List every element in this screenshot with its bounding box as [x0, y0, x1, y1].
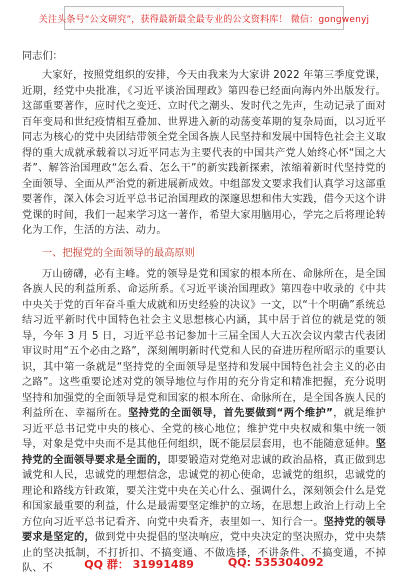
bold-run: 坚持党的全面领导，首先要做到“两个维护”	[128, 408, 333, 419]
body-paragraph	[22, 267, 386, 577]
section-heading: 一、把握党的全面领导的最高原则	[42, 247, 195, 259]
qq-group-number: QQ 群： 31991489	[84, 558, 194, 571]
text-run: ，就是维护习近平总书记党中央的核心、全党的核心地位；维护党中央权威和集中统一领导，对象是党中央而不是其他任何组织，既不能层层套用，也不能随意延伸。	[22, 408, 387, 450]
text-run: 万山磅礴，必有主峰。党的领导是党和国家的根本所在、命脉所在，是全国各族人民的利益所系、命运所系。《习近平谈治国理政》第四卷中收录的《中共中央关于党的百年奋斗重大成就和历史经验的决议》一文，以“十个明确”系统总结习近平新时代中国特色社会主义思想核心内涵，其中居于首位的就是党的领导，今年 3 月 5 日，习近平总书记参加十三届全国人大五次会议内蒙古代表团审议时用“五个必由之路”，深刻阐明新时代党和人民的奋进历程所昭示的重要认识，其中第一条就是“坚持党的全面领导是坚持和发展中国特色社会主义的必由之路”。这些重要论述对党的领导地位与作用的充分肯定和精准把握，充分说明坚持和加强党的全面领导是党和国家的根本所在、命脉所在，是全国各族人民的利益所在、幸福所在。	[22, 268, 386, 419]
bold-run: 坚持党的全面领导要求是全面的，	[22, 439, 386, 466]
promo-banner: 关注头条号“公文研究”，获得最新最全最专业的公文资料库！ 微信：gongwenyj	[64, 6, 344, 30]
bold-run: 坚持党的领导要求是坚定的，	[22, 516, 386, 543]
qq-number: QQ: 535304092	[227, 556, 324, 569]
intro-paragraph: 大家好，按照党组织的安排，今天由我来为大家讲 2022 年第三季度党课，近期，经党中央批准，《习近平谈治国理政》第四卷已经面向海内外出版发行。这部重要著作，应时代之变迁、立时代之潮头、发时代之先声，生动记录了面对百年变局和世纪疫情相互叠加、世界进入新的动荡变革期的复杂局面，以习近平同志为核心的党中央团结带领全党全国各族人民坚持和发展中国特色社会主义取得的重大成就承载着以习近平同志为主要代表的中国共产党人始终心怀“国之大者”、解答治国理政“怎么看、怎么干”的新实践新探索，浓缩着新时代坚持党的全面领导、全面从严治党的新进展新成效。中组部发文要求我们认真学习这部重要著作，深入体会习近平总书记治国理政的深邃思想和伟大实践，借今天这个讲党课的时间，我们一起来学习这一著作，希望大家用脑用心，学完之后将理论转化为工作，生活的方法、动力。	[22, 70, 386, 236]
text-run: 做到党中央提倡的坚决响应，党中央决定的坚决照办，党中央禁止的坚决抵制，不打折扣、不搞变通、不做选择，不讲条件、不搞变通，不掉队、不	[22, 532, 386, 574]
document-page	[22, 50, 386, 577]
salutation: 同志们：	[22, 51, 63, 62]
text-run: 即要锻造对党绝对忠诚的政治品格，真正做到忠诚党和人民，忠诚党的理想信念，忠诚党的初心使命，忠诚党的组织，忠诚党的理论和路线方针政策，要关注党中央在关心什么、强调什么，深刻领会什么是党和国家最重要的利益，什么是最需要坚定维护的立场，在思想上政治上行动上全方位向习近平总书记看齐、向党中央看齐，表里如一、知行合一。	[22, 454, 386, 528]
footer	[0, 556, 408, 572]
